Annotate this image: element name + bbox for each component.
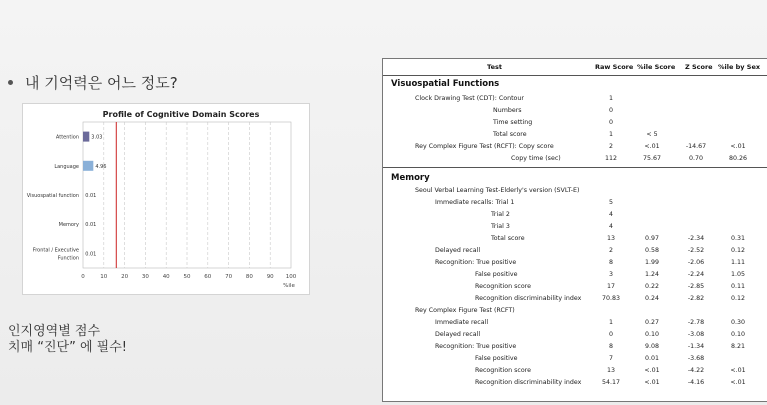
x-axis-label: %ile (283, 283, 295, 289)
table-row (383, 209, 767, 221)
bar-value-label: 3.03 (91, 134, 103, 141)
header-pct-score: %ile Score (637, 63, 676, 71)
cell-pct: 9.08 (644, 343, 660, 350)
test-score-table (382, 58, 767, 402)
cell-raw: 13 (606, 367, 615, 374)
bar-value-label: 0.01 (85, 193, 97, 199)
cell-z: -3.08 (687, 331, 705, 338)
cell-z: -2.06 (687, 259, 705, 266)
row-label: Immediate recall (435, 319, 489, 326)
cell-pct: 0.58 (644, 247, 660, 254)
category-label: Language (54, 163, 79, 170)
cell-raw: 2 (608, 143, 613, 150)
cell-raw: 7 (608, 355, 613, 362)
cell-z: -14.67 (685, 143, 707, 150)
cell-pct: 75.67 (642, 155, 662, 162)
row-label: Recognition discriminability index (475, 379, 582, 386)
header-test: Test (487, 63, 502, 71)
x-tick-label: 90 (266, 274, 274, 280)
x-tick-label: 30 (141, 274, 149, 280)
x-tick-label: 10 (100, 274, 108, 280)
cell-raw: 1 (608, 319, 613, 326)
cell-sex: <.01 (730, 379, 746, 386)
cognitive-profile-chart (22, 103, 310, 295)
row-label: Numbers (493, 107, 522, 114)
cell-raw: 54.17 (601, 379, 621, 386)
cell-pct: 0.97 (644, 235, 660, 242)
bar-value-label: 0.01 (85, 251, 97, 258)
row-label: Rey Complex Figure Test (RCFT): Copy score (415, 143, 554, 150)
cell-z: -2.24 (687, 271, 705, 278)
cell-raw: 5 (608, 199, 613, 206)
row-label: Recognition: True positive (435, 259, 517, 266)
row-label: Recognition score (475, 367, 532, 374)
table-row (383, 257, 767, 269)
bar (83, 132, 89, 142)
row-label: False positive (475, 271, 518, 278)
cell-z: -2.34 (687, 235, 705, 242)
section-visuospatial: Visuospatial Functions (391, 79, 500, 89)
cell-z: -4.16 (687, 379, 705, 386)
cell-z: -2.52 (687, 247, 705, 254)
cell-sex: 80.26 (728, 155, 748, 162)
table-row (383, 93, 767, 105)
table-row (383, 293, 767, 305)
row-label: Trial 2 (491, 211, 510, 218)
row-label: Delayed recall (435, 247, 481, 254)
caption-line-2: 치매 “진단” 에 필수! (8, 340, 127, 355)
row-label: False positive (475, 355, 518, 362)
cell-pct: <.01 (644, 379, 660, 386)
x-tick-label: 60 (204, 274, 212, 280)
cell-sex: 0.31 (730, 235, 746, 242)
row-label: Total score (493, 131, 527, 138)
cell-z: -4.22 (687, 367, 705, 374)
table-row (383, 365, 767, 377)
cell-raw: 8 (608, 343, 613, 350)
cell-raw: 1 (608, 95, 613, 102)
table-row (383, 353, 767, 365)
row-label: Delayed recall (435, 331, 481, 338)
category-label: Function (57, 255, 79, 262)
cell-sex: 0.10 (730, 331, 746, 338)
row-label: Total score (491, 235, 525, 242)
cell-z: 0.70 (688, 155, 704, 162)
section-divider (383, 167, 767, 168)
x-tick-label: 70 (225, 274, 233, 280)
cell-pct: 1.99 (644, 259, 660, 266)
x-tick-label: 50 (183, 274, 191, 280)
category-label: Attention (55, 134, 79, 141)
cell-sex: 0.12 (730, 247, 746, 254)
cell-pct: <.01 (644, 367, 660, 374)
bullet-icon (8, 80, 13, 85)
cell-sex: 1.11 (730, 259, 746, 266)
cell-raw: 112 (604, 155, 618, 162)
table-row (383, 233, 767, 245)
table-row (383, 105, 767, 117)
chart-canvas (23, 104, 309, 294)
cell-raw: 1 (608, 131, 613, 138)
table-row (383, 197, 767, 209)
row-label: Rey Complex Figure Test (RCFT) (415, 307, 515, 314)
cell-sex: 0.11 (730, 283, 746, 290)
row-label: Recognition discriminability index (475, 295, 582, 302)
table-row (383, 341, 767, 353)
cell-raw: 17 (606, 283, 615, 290)
cell-pct: 0.22 (644, 283, 660, 290)
cell-pct: 0.24 (644, 295, 660, 302)
cell-pct: 1.24 (644, 271, 660, 278)
table-row (383, 377, 767, 389)
table-row (383, 221, 767, 233)
cell-pct: 0.27 (644, 319, 660, 326)
slide-heading-text: 내 기억력은 어느 정도? (25, 74, 178, 92)
chart-title: Profile of Cognitive Domain Scores (102, 110, 260, 119)
table-row (383, 305, 767, 317)
caption-line-1: 인지영역별 점수 (8, 324, 101, 339)
header-raw-score: Raw Score (595, 63, 634, 71)
row-label: Time setting (493, 119, 533, 126)
cell-raw: 0 (608, 119, 613, 126)
cell-pct: <.01 (644, 143, 660, 150)
table-row (383, 129, 767, 141)
x-tick-label: 20 (121, 274, 129, 280)
table-row (383, 153, 767, 165)
cell-z: -2.78 (687, 319, 705, 326)
header-pct-by-sex: %ile by Sex (718, 63, 761, 71)
cell-pct: 0.01 (644, 355, 660, 362)
row-label: Clock Drawing Test (CDT): Contour (415, 95, 524, 102)
cell-pct: < 5 (646, 131, 658, 138)
cell-z: -3.68 (687, 355, 705, 362)
bar-value-label: 0.01 (85, 222, 97, 229)
cell-raw: 4 (608, 223, 613, 230)
cell-sex: 0.12 (730, 295, 746, 302)
x-tick-label: 100 (285, 274, 297, 280)
cell-raw: 70.83 (601, 295, 621, 302)
table-row (383, 317, 767, 329)
cell-raw: 2 (608, 247, 613, 254)
cell-raw: 8 (608, 259, 613, 266)
bar (83, 161, 93, 171)
slide-caption (8, 324, 127, 356)
table-row (383, 329, 767, 341)
cell-sex: <.01 (730, 367, 746, 374)
row-label: Seoul Verbal Learning Test-Elderly's version (SVLT-E) (415, 187, 580, 194)
section-memory: Memory (391, 173, 430, 183)
table-row (383, 185, 767, 197)
category-label: Frontal / Executive (32, 247, 79, 254)
cell-raw: 3 (608, 271, 613, 278)
cell-raw: 0 (608, 331, 613, 338)
category-label: Visuospatial function (26, 193, 79, 199)
x-tick-label: 80 (245, 274, 253, 280)
table-row (383, 141, 767, 153)
slide-heading (8, 72, 178, 93)
bar-value-label: 4.96 (95, 163, 107, 170)
cell-sex: 1.05 (730, 271, 746, 278)
cell-sex: <.01 (730, 143, 746, 150)
cell-raw: 0 (608, 107, 613, 114)
table-row (383, 281, 767, 293)
table-row (383, 245, 767, 257)
cell-raw: 13 (606, 235, 615, 242)
cell-z: -2.82 (687, 295, 705, 302)
x-tick-label: 40 (162, 274, 170, 280)
row-label: Recognition: True positive (435, 343, 517, 350)
table-row (383, 117, 767, 129)
cell-raw: 4 (608, 211, 613, 218)
row-label: Trial 3 (491, 223, 510, 230)
row-label: Immediate recalls: Trial 1 (435, 199, 515, 206)
table-row (383, 269, 767, 281)
cell-sex: 8.21 (730, 343, 746, 350)
x-tick-label: 0 (81, 274, 85, 280)
table-header (383, 59, 767, 76)
category-label: Memory (58, 222, 79, 229)
cell-pct: 0.10 (644, 331, 660, 338)
row-label: Recognition score (475, 283, 532, 290)
cell-z: -1.34 (687, 343, 705, 350)
header-z-score: Z Score (685, 63, 713, 71)
cell-z: -2.85 (687, 283, 705, 290)
row-label: Copy time (sec) (511, 155, 561, 162)
cell-sex: 0.30 (730, 319, 746, 326)
